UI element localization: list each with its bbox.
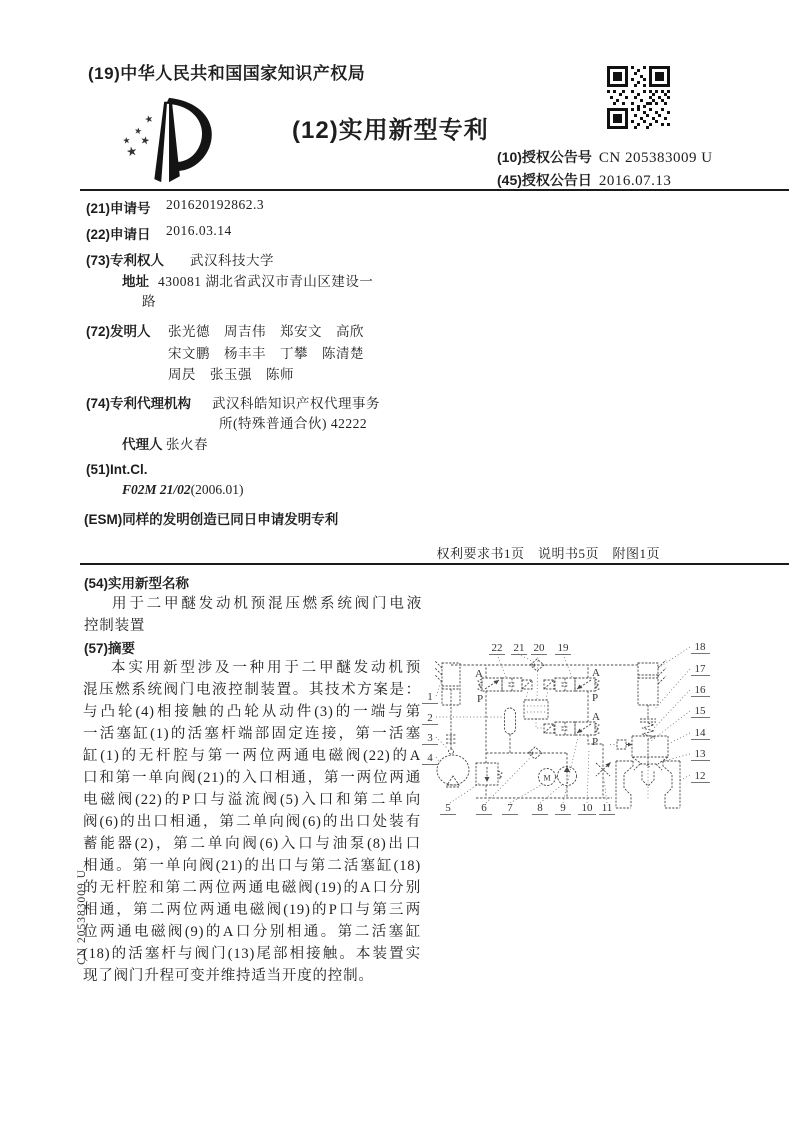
header-divider xyxy=(80,189,789,191)
cylinder-head-12 xyxy=(616,761,680,808)
svg-text:★: ★ xyxy=(139,134,151,148)
ipc-version: (2006.01) xyxy=(190,482,244,497)
abstract-line: 与凸轮(4)相接触的凸轮从动件(3)的一端与第 xyxy=(83,704,421,720)
abstract-line: (18)的活塞杆与阀门(13)尾部相接触。本装置实 xyxy=(83,946,421,962)
svg-text:★: ★ xyxy=(133,125,143,137)
esm-note: (ESM)同样的发明创造已同日申请发明专利 xyxy=(84,512,339,527)
figure-label-18: 18 xyxy=(694,641,706,653)
publication-number: CN 205383009 U xyxy=(598,150,713,166)
agency-line2: 所(特殊普通合伙) 42222 xyxy=(219,416,368,431)
port-a-label: A xyxy=(475,668,483,680)
abstract-line: 缸(1)的无杆腔与第一两位两通电磁阀(22)的A xyxy=(83,748,421,764)
figure-label-11: 11 xyxy=(601,802,613,814)
port-p-label: P xyxy=(592,736,599,748)
ipc-classification xyxy=(122,481,244,499)
abstract-line: 口和第一单向阀(21)的入口相通，第一两位两通 xyxy=(83,770,421,786)
agent-name: 张火春 xyxy=(166,437,208,452)
application-date: 2016.03.14 xyxy=(166,223,232,238)
figure-label-22: 22 xyxy=(491,642,503,654)
publication-date-row xyxy=(497,170,671,190)
controller-20 xyxy=(524,690,548,728)
document-type: (12)实用新型专利 xyxy=(292,117,489,144)
sipo-logo xyxy=(112,92,230,191)
address-line2: 路 xyxy=(142,294,156,309)
figure-label-6: 6 xyxy=(481,802,487,814)
figure-labels xyxy=(422,641,710,815)
accumulator-2 xyxy=(505,708,516,734)
publication-date-label: (45)授权公告日 xyxy=(497,172,592,188)
side-publication-code: CN 205383009 U xyxy=(76,869,88,965)
figure-1 xyxy=(420,630,720,850)
publication-number-row xyxy=(497,147,713,167)
figure-label-20: 20 xyxy=(533,642,545,654)
figure-label-3: 3 xyxy=(427,732,433,744)
abstract-line: 相通。第一单向阀(21)的出口与第二活塞缸(18) xyxy=(83,858,421,874)
figure-label-14: 14 xyxy=(694,727,706,739)
figure-label-8: 8 xyxy=(537,802,543,814)
figure-label-1: 1 xyxy=(427,691,433,703)
port-a-label: A xyxy=(592,711,600,723)
inventors-line1: 张光德 周吉伟 郑安文 高欣 xyxy=(168,324,364,339)
solenoid-valve-19 xyxy=(544,667,600,704)
svg-text:★: ★ xyxy=(121,134,132,146)
title-label: (54)实用新型名称 xyxy=(84,576,190,591)
port-p-label: P xyxy=(477,693,484,705)
poppet-valve-13 xyxy=(632,757,668,770)
figure-label-7: 7 xyxy=(507,802,513,814)
valve-guide-14 xyxy=(610,736,668,757)
figure-label-2: 2 xyxy=(427,712,433,724)
motor-symbol: M xyxy=(543,773,551,783)
cam-4 xyxy=(437,755,469,787)
figure-label-9: 9 xyxy=(560,802,566,814)
publication-number-label: (10)授权公告号 xyxy=(497,149,592,165)
application-number: 201620192862.3 xyxy=(166,197,265,212)
patentee: 武汉科技大学 xyxy=(190,253,274,268)
application-number-label: (21)申请号 xyxy=(86,201,151,216)
ipc-code: F02M 21/02 xyxy=(122,482,191,497)
port-p-label: P xyxy=(592,692,599,704)
invention-title-line1: 用于二甲醚发动机预混压燃系统阀门电液 xyxy=(112,596,422,612)
application-date-label: (22)申请日 xyxy=(86,227,151,242)
abstract-line: 阀(6)的出口相通，第二单向阀(6)的出口处装有 xyxy=(83,814,421,830)
figure-label-21: 21 xyxy=(513,642,525,654)
figure-label-17: 17 xyxy=(694,663,706,675)
abstract-line: 混压燃系统阀门电液控制装置。其技术方案是： xyxy=(83,682,421,698)
address-label: 地址 xyxy=(122,274,149,289)
abstract-line: 本实用新型涉及一种用于二甲醚发动机预 xyxy=(111,660,421,676)
figure-label-4: 4 xyxy=(427,752,433,764)
address-line1: 430081 湖北省武汉市青山区建设一 xyxy=(158,274,374,289)
qr-code-graphic xyxy=(607,66,670,129)
piston-cylinder-18 xyxy=(638,660,666,722)
motor-7 xyxy=(539,769,556,786)
abstract-label: (57)摘要 xyxy=(84,641,136,656)
svg-text:★: ★ xyxy=(143,113,155,127)
cam-follower-3 xyxy=(449,749,454,754)
figure-label-12: 12 xyxy=(694,770,706,782)
figure-label-15: 15 xyxy=(694,705,706,717)
qr-code xyxy=(607,66,670,134)
abstract-line: 相通，第二两位两通电磁阀(19)的P口与第三两 xyxy=(83,902,421,918)
patentee-label: (73)专利权人 xyxy=(86,253,165,268)
abstract-line: 现了阀门升程可变并维持适当开度的控制。 xyxy=(83,968,374,984)
abstract-line: 一活塞缸(1)的活塞杆端部固定连接，第一活塞 xyxy=(83,726,421,742)
sipo-logo-graphic xyxy=(112,92,230,186)
pages-info: 权利要求书1页 说明书5页 附图1页 xyxy=(436,546,660,561)
intcl-label: (51)Int.Cl. xyxy=(86,462,148,477)
solenoid-valve-22 xyxy=(475,668,532,705)
valve-spring-16 xyxy=(642,723,654,739)
figure-label-19: 19 xyxy=(557,642,569,654)
inventors-line3: 周昃 张玉强 陈师 xyxy=(168,367,294,382)
agency-line1: 武汉科皓知识产权代理事务 xyxy=(212,396,380,411)
figure-label-16: 16 xyxy=(694,684,706,696)
inventors-line2: 宋文鹏 杨丰丰 丁攀 陈清楚 xyxy=(168,346,364,361)
solenoid-valve-9 xyxy=(544,711,600,748)
figure-label-5: 5 xyxy=(445,802,451,814)
hydraulic-schematic xyxy=(420,630,720,845)
pump-8 xyxy=(556,767,577,786)
svg-text:★: ★ xyxy=(125,143,139,160)
port-a-label: A xyxy=(592,667,600,679)
abstract-line: 位两通电磁阀(9)的A口分别相通。第二活塞缸 xyxy=(83,924,421,940)
figure-label-10: 10 xyxy=(581,802,593,814)
invention-title-line2: 控制装置 xyxy=(84,618,146,634)
body-divider xyxy=(80,563,789,565)
relief-valve-5 xyxy=(476,763,502,785)
agency-label: (74)专利代理机构 xyxy=(86,396,192,411)
piston-cylinder-1 xyxy=(435,661,460,749)
issuing-office: (19)中华人民共和国国家知识产权局 xyxy=(88,64,366,83)
agent-label: 代理人 xyxy=(122,437,163,452)
abstract-text xyxy=(83,657,421,987)
throttle-valve-11 xyxy=(596,762,611,776)
publication-date: 2016.07.13 xyxy=(598,173,672,189)
inventors-label: (72)发明人 xyxy=(86,324,151,339)
abstract-line: 的无杆腔和第二两位两通电磁阀(19)的A口分别 xyxy=(83,880,421,896)
abstract-line: 电磁阀(22)的P口与溢流阀(5)入口和第二单向 xyxy=(83,792,421,808)
abstract-line: 蓄能器(2)，第二单向阀(6)入口与油泵(8)出口 xyxy=(83,836,421,852)
figure-label-13: 13 xyxy=(694,748,706,760)
